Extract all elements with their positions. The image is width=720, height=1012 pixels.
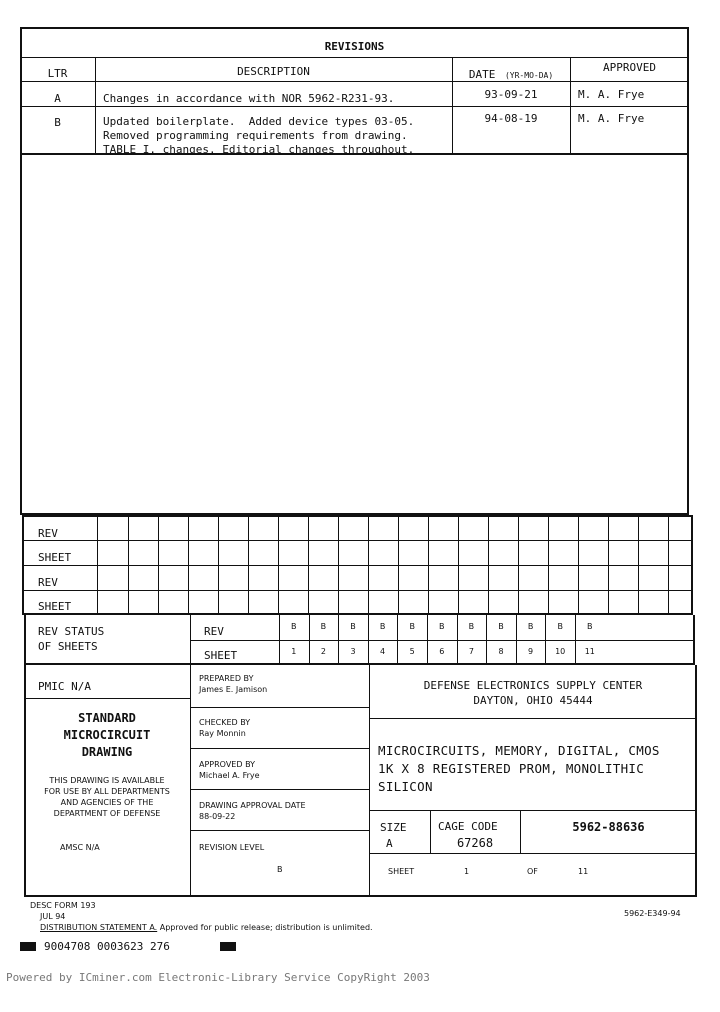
status-sheet-cell: 3 <box>350 647 356 656</box>
agency-name: DEFENSE ELECTRONICS SUPPLY CENTER <box>423 679 643 692</box>
col-header-description: DESCRIPTION <box>237 65 310 78</box>
grid-column-line <box>278 515 279 615</box>
sheet-number: 1 <box>464 867 470 876</box>
status-sheet-cell: 6 <box>439 647 445 656</box>
grid-label-rev: REV <box>38 576 58 589</box>
rev-row-description: TABLE I. changes. Editorial changes throughout. <box>103 143 415 156</box>
status-sheet-cell: 1 <box>291 647 297 656</box>
form-id: DESC FORM 193 <box>30 901 96 910</box>
availability-note: AND AGENCIES OF THE <box>60 798 154 807</box>
rev-status-label: REV STATUS <box>38 625 105 638</box>
status-rev-cell: B <box>350 622 356 631</box>
rev-status-sheet-label: SHEET <box>204 649 238 662</box>
checked-by-label: CHECKED BY <box>199 718 251 727</box>
status-sheet-cell: 7 <box>468 647 474 656</box>
grid-column-line <box>218 515 219 615</box>
rev-row-date: 94-08-19 <box>484 112 538 125</box>
pmic-label: PMIC N/A <box>38 680 91 693</box>
grid-column-line <box>158 515 159 615</box>
sheet-label: SHEET <box>388 867 415 876</box>
rev-row-approved: M. A. Frye <box>578 88 645 101</box>
grid-column-line <box>458 515 459 615</box>
barcode-mark-left <box>20 942 36 951</box>
rev-row-approved: M. A. Frye <box>578 112 645 125</box>
form-number: 5962-E349-94 <box>624 909 681 918</box>
drawing-title: SILICON <box>378 779 433 794</box>
grid-column-line <box>578 515 579 615</box>
prepared-by-label: PREPARED BY <box>199 674 254 683</box>
amsc-label: AMSC N/A <box>60 843 100 852</box>
grid-column-line <box>248 515 249 615</box>
date-header-label: DATE <box>468 68 496 81</box>
grid-column-line <box>608 515 609 615</box>
grid-column-line <box>97 515 98 615</box>
agency-address: DAYTON, OHIO 45444 <box>473 694 593 707</box>
grid-column-line <box>518 515 519 615</box>
grid-column-line <box>488 515 489 615</box>
cage-code-label: CAGE CODE <box>438 820 498 833</box>
prepared-by-name: James E. Jamison <box>199 685 268 694</box>
grid-label-sheet: SHEET <box>38 551 72 564</box>
powered-by-footer: Powered by ICminer.com Electronic-Library Service CopyRight 2003 <box>6 971 430 984</box>
size-value: A <box>386 837 393 850</box>
date-format-label: (YR-MO-DA) <box>504 71 554 80</box>
distribution-text: Approved for public release; distribution is unlimited. <box>159 923 373 932</box>
document-number: 5962-88636 <box>572 820 645 834</box>
drawing-title: MICROCIRCUITS, MEMORY, DIGITAL, CMOS <box>378 743 660 758</box>
revisions-title: REVISIONS <box>324 40 385 53</box>
grid-column-line <box>188 515 189 615</box>
status-rev-cell: B <box>527 622 534 631</box>
status-sheet-cell: 4 <box>380 647 386 656</box>
rev-status-label: OF SHEETS <box>38 640 98 653</box>
col-header-approved: APPROVED <box>603 61 656 74</box>
sheet-of-label: OF <box>527 867 538 876</box>
status-rev-cell: B <box>291 622 297 631</box>
col-header-ltr: LTR <box>47 67 68 80</box>
status-sheet-cell: 10 <box>555 647 566 656</box>
col-header-date <box>452 63 570 82</box>
status-rev-cell: B <box>409 622 415 631</box>
grid-column-line <box>308 515 309 615</box>
status-rev-cell: B <box>320 622 327 631</box>
barcode-text: 9004708 0003623 276 <box>44 940 170 953</box>
status-sheet-cell: 2 <box>320 647 326 656</box>
grid-column-line <box>368 515 369 615</box>
rev-row-ltr: B <box>54 116 61 129</box>
barcode-mark-right <box>220 942 236 951</box>
status-sheet-cell: 11 <box>584 647 595 656</box>
grid-column-line <box>638 515 639 615</box>
status-rev-cell: B <box>379 622 386 631</box>
status-rev-cell: B <box>587 622 593 631</box>
rev-row-date: 93-09-21 <box>484 88 538 101</box>
size-label: SIZE <box>380 821 407 834</box>
standard-title: DRAWING <box>81 745 133 759</box>
standard-title: MICROCIRCUIT <box>63 728 151 742</box>
approved-by-label: APPROVED BY <box>199 760 256 769</box>
distribution-statement <box>40 923 373 932</box>
status-rev-cell: B <box>468 622 475 631</box>
revision-level-label: REVISION LEVEL <box>199 843 265 852</box>
status-rev-cell: B <box>439 622 445 631</box>
rev-row-description: Removed programming requirements from drawing. <box>103 129 408 142</box>
approval-date-value: 88-09-22 <box>199 812 236 821</box>
rev-row-description: Changes in accordance with NOR 5962-R231-93. <box>103 92 395 105</box>
standard-title: STANDARD <box>78 711 136 725</box>
form-date: JUL 94 <box>40 912 66 921</box>
status-sheet-cell: 8 <box>498 647 504 656</box>
distribution-label: DISTRIBUTION STATEMENT A. <box>40 923 158 932</box>
revision-level-value: B <box>277 865 283 874</box>
grid-column-line <box>668 515 669 615</box>
status-rev-cell: B <box>498 622 504 631</box>
rev-row-description: Updated boilerplate. Added device types 03-05. <box>103 115 415 128</box>
grid-label-sheet: SHEET <box>38 600 72 613</box>
grid-column-line <box>398 515 399 615</box>
status-sheet-cell: 9 <box>528 647 534 656</box>
availability-note: DEPARTMENT OF DEFENSE <box>53 809 161 818</box>
grid-column-line <box>428 515 429 615</box>
grid-column-line <box>548 515 549 615</box>
checked-by-name: Ray Monnin <box>199 729 246 738</box>
rev-status-rev-label: REV <box>204 625 224 638</box>
drawing-title: 1K X 8 REGISTERED PROM, MONOLITHIC <box>378 761 645 776</box>
availability-note: FOR USE BY ALL DEPARTMENTS <box>44 787 170 796</box>
approval-date-label: DRAWING APPROVAL DATE <box>199 801 306 810</box>
grid-column-line <box>128 515 129 615</box>
availability-note: THIS DRAWING IS AVAILABLE <box>49 776 165 785</box>
status-rev-cell: B <box>557 622 563 631</box>
approved-by-name: Michael A. Frye <box>199 771 260 780</box>
grid-column-line <box>338 515 339 615</box>
status-sheet-cell: 5 <box>409 647 415 656</box>
cage-code-value: 67268 <box>456 836 494 850</box>
sheet-total: 11 <box>578 867 589 876</box>
rev-row-ltr: A <box>54 92 61 105</box>
form-frame <box>20 155 689 515</box>
grid-label-rev: REV <box>38 527 58 540</box>
